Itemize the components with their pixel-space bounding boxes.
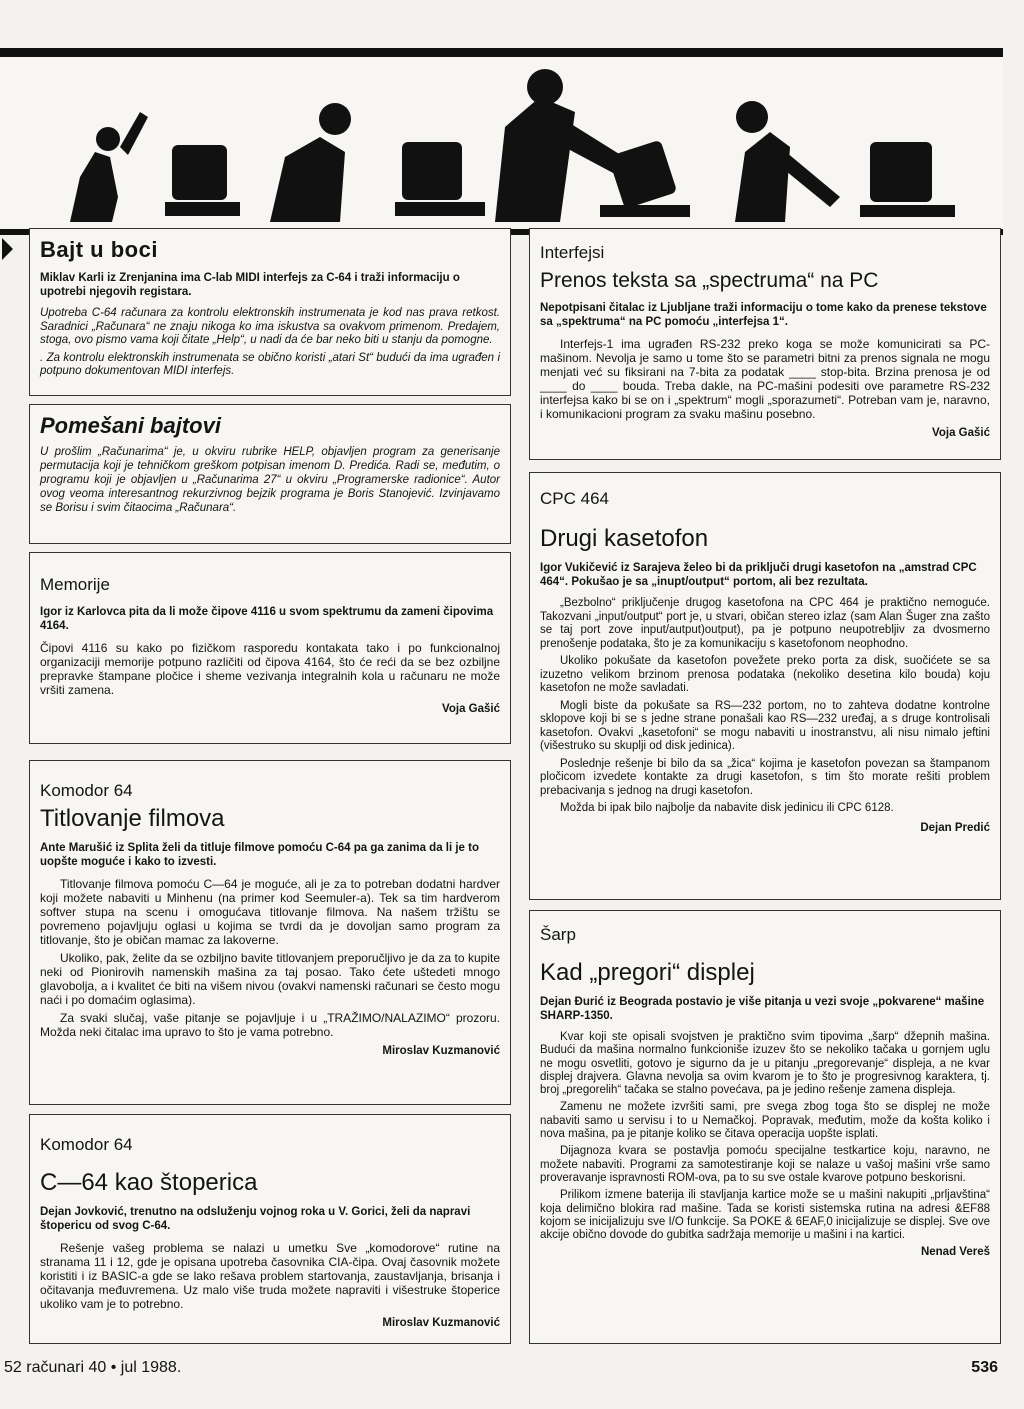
article-lead: Igor iz Karlovca pita da li može čipove 4116 u svom spektrumu da zameni čipovima 4164. (40, 606, 494, 632)
article-paragraph: Upotreba C-64 računara za kontrolu elektronskih instrumenata je kod nas prava retkost. Saradnici „Računara“ ne znaju nikoga ko ima iskustva sa ovakvom primenom. Predajem, stoga, ovo pismo vama koji čitate „Help“, u nadi da će bar neko biti u stanju da pomogne. (40, 307, 500, 346)
section-label: Šarp (540, 925, 576, 944)
article-paragraph: Mogli biste da pokušate sa RS—232 portom, no to zahteva dodatne kontrolne sklopove koji bi se s jedne strane ponašali kao RS—232 uređaj, a s druge kontrolisali kasetofon. Ovakvi „kasetofoni“ se mogu nabaviti u inostranstvu, ali nisu nimalo jeftini (višestruko su skuplji od disk jedinica). (540, 699, 990, 752)
article-title: Drugi kasetofon (540, 525, 709, 552)
section-label: Komodor 64 (40, 1135, 133, 1154)
article-paragraph: Zamenu ne možete izvršiti sami, pre svega zbog toga što se displej ne može nabaviti samo u servisu i to u Nemačkoj. Popravak, međutim, može da košta koliko i nova mašina, pa je pitanje koliko se čitava operacija uopšte isplati. (540, 1101, 990, 1141)
computer-users-illustration (0, 57, 1003, 229)
article-paragraph: Dijagnoza kvara se postavlja pomoću specijalne testkartice koju, naravno, ne možete nabaviti. Programi za samotestiranje koji se nalaze u vašoj mašini vrše samo proveravanje ispravnosti ROM-ova, pa to su sve ostale kvarove potpuno beskorisni. (540, 1145, 990, 1184)
article-paragraph: Ukoliko, pak, želite da se ozbiljno bavite titlovanjem preporučljivo je da za to kupite neki od Pionirovih namenskih mašina za taj posao. Tako ćete uštedeti mnogo glavobolja, a i kvalitet će biti na višem nivou (ovakvi namenski računari se često mogu naći i po domaćim oglasima). (40, 951, 500, 1007)
page-footer-issue: 52 računari 40 • jul 1988. (4, 1359, 182, 1376)
article-title: Prenos teksta sa „spectruma“ na PC (540, 269, 879, 292)
article-paragraph: Poslednje rešenje bi bilo da sa „žica“ kojima je kasetofon povezan sa štampanom pločicom izvedete kontakte za drugi kasetofon, s tim što morate rešiti problem prebacivanja s jednog na drugi kasetofon. (540, 757, 990, 797)
section-label: Interfejsi (540, 243, 605, 262)
article-title: Bajt u boci (40, 237, 158, 262)
article-paragraph: U prošlim „Računarima“ je, u okviru rubrike HELP, objavljen program za generisanje permutacija koji je tehničkom greškom potpisan imenom D. Predića. Radi se, međutim, o programu koji je objavljen u „Računarima 27“ u okviru „Programerske radionice“. Autor ovog veoma interesantnog rekurzivnog bejzik programa je Boris Stanojević. Izvinjavamo se Borisu i svim čitaocima „Računara“. (40, 446, 500, 514)
header-illustration (0, 48, 1003, 235)
article-lead: Dejan Jovković, trenutno na odsluženju vojnog roka u V. Gorici, želi da napravi štopericu od svog C-64. (40, 1206, 471, 1232)
article-memorije (29, 552, 511, 744)
author-signature: Voja Gašić (932, 427, 990, 439)
section-label: Komodor 64 (40, 781, 133, 800)
section-arrow-icon (2, 238, 13, 260)
article-title: Kad „pregori“ displej (540, 959, 755, 986)
article-c64-stoperica (29, 1114, 511, 1344)
article-paragraph: Možda bi ipak bilo najbolje da nabavite disk jedinicu ili CPC 6128. (560, 802, 894, 814)
article-lead: Nepotpisani čitalac iz Ljubljane traži informaciju o tome kako da prenese tekstove sa „spektruma“ na PC pomoću „interfejsa 1“. (540, 302, 987, 328)
section-label: CPC 464 (540, 489, 609, 508)
article-lead: Dejan Đurić iz Beograda postavio je više pitanja u vezi svoje „pokvarene“ mašine SHARP-1350. (540, 996, 985, 1022)
article-paragraph: Prilikom izmene baterija ili stavljanja kartice može se u mašini nakupiti „prljavština“ koja delimično blokira rad mašine. Tada se koristi sistemska rutina na adresi &EF88 kojom se inicijalizuju sve I/O funkcije. Sa POKE & 6EAF,0 inicijalizuje se displej. Sve ove akcije obično dovode do gubitka sadržaja memorije u mašini i na kartici. (540, 1189, 990, 1242)
author-signature: Voja Gašić (442, 703, 500, 715)
article-titlovanje-filmova (29, 760, 511, 1105)
article-paragraph: Kvar koji ste opisali svojstven je praktično svim tipovima „šarp“ džepnih mašina. Budući da mašina normalno funkcioniše izuzev što se nekoliko tačaka u gornjem uglu ne mogu osvetliti, gotovo je sigurno da je u pitanju „pregorevanje“ displeja, a ne kvar displej drajvera. Glavna nevolja sa ovim kvarom je to što je progresivnog karaktera, tj. broj „pregorelih“ tačaka se stalno povećava, pa je jedino rešenje zamena displeja. (540, 1031, 990, 1097)
article-drugi-kasetofon (529, 472, 1001, 900)
article-bajt-u-boci (29, 228, 511, 396)
article-title: Titlovanje filmova (40, 805, 225, 832)
article-kad-pregori-displej (529, 910, 1001, 1344)
article-paragraph: Titlovanje filmova pomoću C—64 je moguće, ali je za to potreban dodatni hardver koji možete nabaviti u Minhenu (na primer kod Seemuler-a). Tek sa tim hardverom softver stupa na scenu i omogućava titlovanje filmova. Na našem tržištu se povremeno pojavljuju oglasi u kojima se tvrdi da je dovoljan samo program za titlovanje, što je običan mamac za lakoverne. (40, 877, 500, 947)
article-paragraph: Za svaki slučaj, vaše pitanje se pojavljuje i u „TRAŽIMO/NALAZIMO“ prozoru. Možda neki čitalac ima upravo to što je vama potrebno. (40, 1011, 500, 1039)
article-title: Memorije (40, 575, 110, 594)
author-signature: Nenad Vereš (920, 1246, 990, 1259)
article-lead: Ante Marušić iz Splita želi da titluje filmove pomoću C-64 pa ga zanima da li je to uopšte moguće i kako to izvesti. (40, 842, 480, 868)
article-lead: Miklav Karli iz Zrenjanina ima C-lab MIDI interfejs za C-64 i traži informaciju o upotrebi njegovih registara. (40, 272, 460, 298)
article-title: C—64 kao štoperica (40, 1169, 258, 1196)
author-signature: Miroslav Kuzmanović (382, 1045, 500, 1057)
author-signature: Dejan Predić (920, 821, 990, 834)
page-number: 536 (971, 1359, 998, 1376)
article-paragraph: Ukoliko pokušate da kasetofon povežete preko porta za disk, suočićete se sa izuzetno velikom brzinom prenosa podataka (nekoliko desetina kilo bouda) koju kasetofon ne može savladati. (540, 655, 990, 694)
author-signature: Miroslav Kuzmanović (382, 1317, 500, 1329)
article-pomesani-bajtovi (29, 404, 511, 544)
article-paragraph: Rešenje vašeg problema se nalazi u umetku Sve „komodorove“ rutine na stranama 11 i 12, gde je opisana upotreba časovnika CIA-čipa. Ovaj časovnik možete koristiti i iz BASIC-a gde se lako rešava problem startovanja, zaustavljanja, brisanja i očitavanja međuvremena. Uz malo više truda možete napraviti i višestruke štoperice ukoliko vam je to potrebno. (40, 1241, 500, 1311)
article-prenos-teksta (529, 228, 1001, 460)
article-paragraph: „Bezbolno“ priključenje drugog kasetofona na CPC 464 je praktično nemoguće. Takozvani „input/output“ port je, u stvari, običan stereo izlaz (sam Alan Šuger zna zašto se taj port zove input/autput)output), pa je potpuno neupotrebljiv za dvosmerno prenošenje podataka, što je za komunikaciju s kasetofonom neophodno. (540, 597, 990, 650)
article-paragraph: Čipovi 4116 su kako po fizičkom rasporedu kontakata tako i po funkcionalnoj organizaciji memorije potpuno različiti od čipova 4164, što će reći da se bez ozbiljne prepravke štampane pločice i sheme vezivanja integralnih kola u računaru ne može vršiti zamena. (40, 641, 500, 697)
article-paragraph: Interfejs-1 ima ugrađen RS-232 preko koga se može komunicirati sa PC-mašinom. Nevolja je samo u tome što se parametri bitni za prenos signala ne mogu menjati već su fiksirani na 7-bita za podatak ____ stop-bita. Brzina prenosa je od ____ do ____ bouda. Treba dakle, na PC-mašini podesiti ove parametre RS-232 interfejsa kako bi se on i „spektrum“ mogli „sporazumeti“. Potreban vam je, naravno, i komunikacioni program za svaku mašinu posebno. (540, 337, 990, 421)
article-title: Pomešani bajtovi (40, 413, 221, 438)
article-lead: Igor Vukičević iz Sarajeva želeo bi da priključi drugi kasetofon na „amstrad CPC 464“. Pokušao je sa „inupt/output“ portom, ali bez rezultata. (540, 562, 977, 588)
article-paragraph: . Za kontrolu elektronskih instrumenata se obično koristi „atari St“ budući da ima ugrađen i potpuno dokumentovan MIDI interfejs. (40, 351, 500, 377)
